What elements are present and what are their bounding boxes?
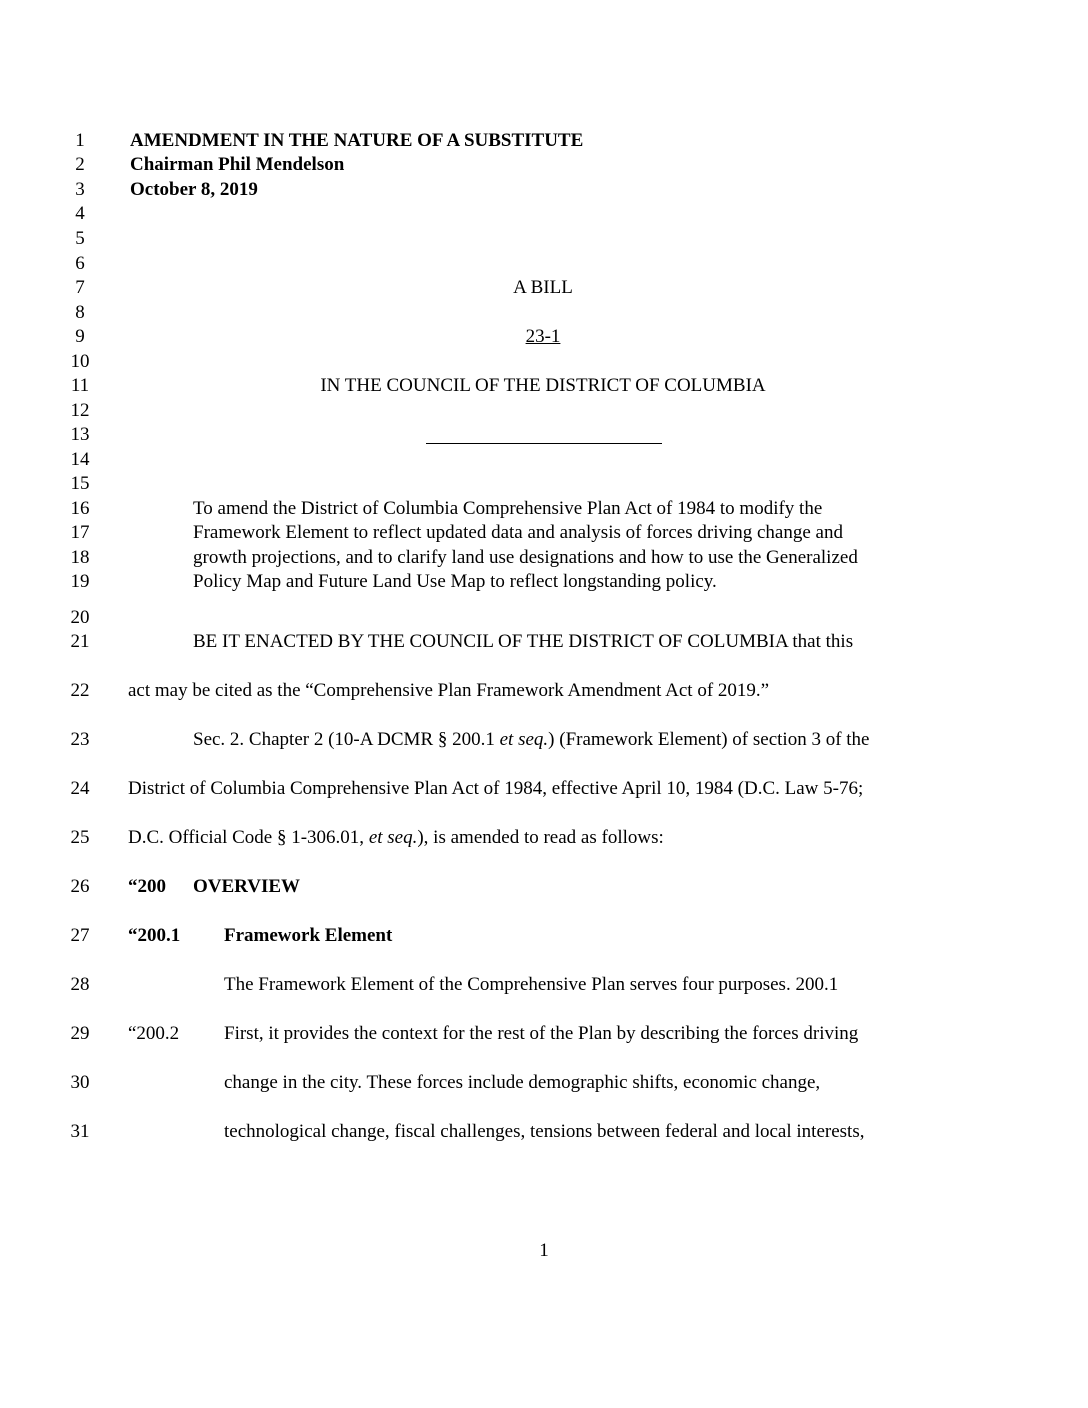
section-number: “200.2 [128, 1023, 180, 1044]
line-number: 11 [70, 375, 90, 396]
bill-label: A BILL [513, 277, 573, 298]
line-number: 2 [75, 154, 85, 175]
line-number: 29 [70, 1023, 90, 1044]
line-number: 16 [70, 498, 90, 519]
line-number: 3 [75, 179, 85, 200]
purpose-line: growth projections, and to clarify land use designations and how to use the Generalized [193, 547, 858, 568]
line-number: 15 [70, 473, 90, 494]
line-number: 5 [75, 228, 85, 249]
section-body: First, it provides the context for the rest of the Plan by describing the forces driving [224, 1023, 859, 1044]
line-number: 30 [70, 1072, 90, 1093]
line-number: 19 [70, 571, 90, 592]
line-number: 18 [70, 547, 90, 568]
line-number: 1 [75, 130, 85, 151]
line-number: 7 [75, 277, 85, 298]
line-number: 31 [70, 1121, 90, 1142]
purpose-line: Framework Element to reflect updated data and analysis of forces driving change and [193, 522, 843, 543]
line-number: 24 [70, 778, 90, 799]
section-body: change in the city. These forces include demographic shifts, economic change, [224, 1072, 821, 1093]
section-heading: Framework Element [224, 925, 393, 946]
line-number: 8 [75, 302, 85, 323]
enacting-clause: BE IT ENACTED BY THE COUNCIL OF THE DISTRICT OF COLUMBIA that this [193, 631, 854, 652]
line-number: 25 [70, 827, 90, 848]
section-heading: OVERVIEW [193, 876, 301, 897]
amendment-title: AMENDMENT IN THE NATURE OF A SUBSTITUTE [130, 130, 584, 151]
line-number: 21 [70, 631, 90, 652]
council-heading: IN THE COUNCIL OF THE DISTRICT OF COLUMBIA [320, 375, 766, 396]
bill-number: 23-1 [525, 326, 561, 347]
line-number: 27 [70, 925, 90, 946]
et-seq-italic: et seq. [499, 729, 549, 750]
line-number: 10 [70, 351, 90, 372]
section-body: The Framework Element of the Comprehensive Plan serves four purposes. 200.1 [224, 974, 839, 995]
line-number: 13 [70, 424, 90, 445]
line-number: 17 [70, 522, 90, 543]
section-2-text: ), is amended to read as follows: [417, 827, 664, 848]
section-body: technological change, fiscal challenges, tensions between federal and local interests, [224, 1121, 865, 1142]
et-seq-italic: et seq. [368, 827, 418, 848]
section-2-line [128, 827, 664, 849]
section-2-line: District of Columbia Comprehensive Plan Act of 1984, effective April 10, 1984 (D.C. Law 5-76; [128, 778, 864, 799]
page-number: 1 [539, 1240, 549, 1261]
short-title-line: act may be cited as the “Comprehensive Plan Framework Amendment Act of 2019.” [128, 680, 770, 701]
purpose-line: To amend the District of Columbia Comprehensive Plan Act of 1984 to modify the [193, 498, 823, 519]
line-number: 14 [70, 449, 90, 470]
line-number: 22 [70, 680, 90, 701]
line-number: 12 [70, 400, 90, 421]
section-2-text: Sec. 2. Chapter 2 (10-A DCMR § 200.1 [193, 729, 500, 750]
date: October 8, 2019 [130, 179, 258, 200]
signature-rule [426, 443, 662, 444]
section-2-line [193, 729, 869, 751]
purpose-line: Policy Map and Future Land Use Map to reflect longstanding policy. [193, 571, 717, 592]
section-2-text: D.C. Official Code § 1-306.01, [128, 827, 369, 848]
line-number: 6 [75, 253, 85, 274]
line-number: 28 [70, 974, 90, 995]
line-number: 20 [70, 607, 90, 628]
section-number: “200 [128, 876, 166, 897]
line-number: 4 [75, 203, 85, 224]
line-number: 26 [70, 876, 90, 897]
section-number: “200.1 [128, 925, 181, 946]
author: Chairman Phil Mendelson [130, 154, 345, 175]
line-number: 23 [70, 729, 90, 750]
section-2-text: ) (Framework Element) of section 3 of the [548, 729, 870, 750]
line-number: 9 [75, 326, 85, 347]
